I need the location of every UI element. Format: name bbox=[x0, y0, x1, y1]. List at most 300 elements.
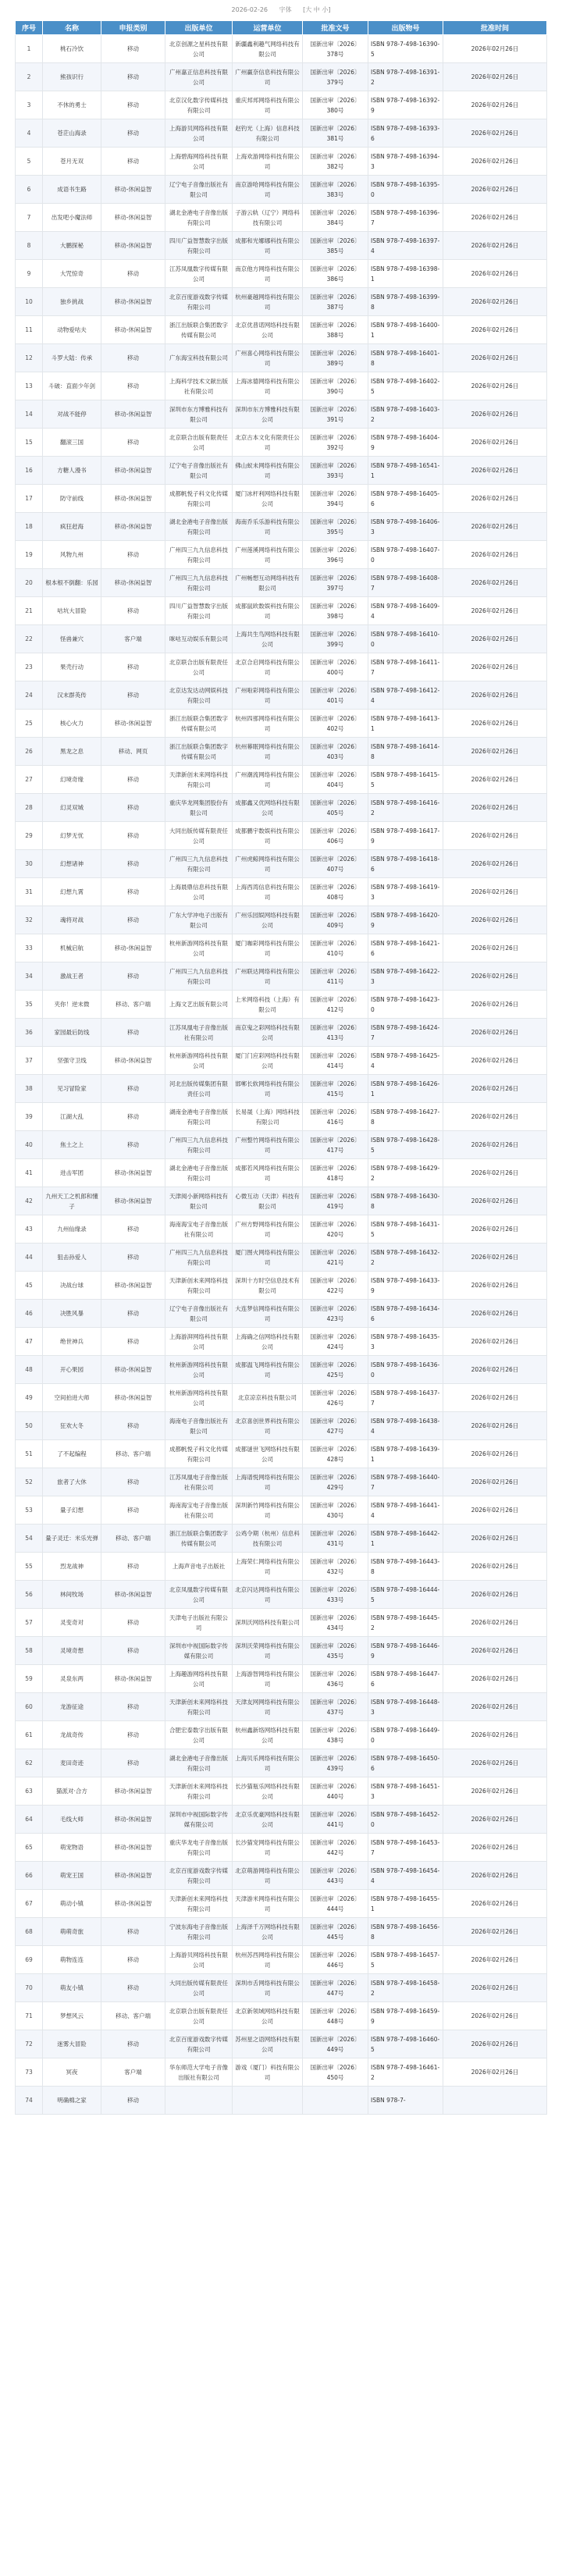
cell-operator: 成都鼠欧数娱科技有限公司 bbox=[233, 597, 303, 625]
cell-publisher: 天津新创未来网络科技有限公司 bbox=[165, 1777, 233, 1806]
cell-seq: 13 bbox=[16, 372, 43, 400]
cell-operator: 成都若风网络科技有限公司 bbox=[233, 1159, 303, 1187]
cell-category: 移动-休闲益智 bbox=[101, 934, 165, 962]
table-row bbox=[16, 1581, 547, 1609]
cell-isbn: ISBN 978-7-498-16425-4 bbox=[368, 1047, 443, 1075]
cell-operator: 广州潮流网络科技有限公司 bbox=[233, 766, 303, 794]
cell-approval-no: 国新出审〔2026〕439号 bbox=[303, 1749, 368, 1777]
cell-operator: 深圳市舌网络科技有限公司 bbox=[233, 1974, 303, 2002]
table-row bbox=[16, 766, 547, 794]
cell-publisher: 湖北金港电子音像出版有限公司 bbox=[165, 1749, 233, 1777]
cell-approval-no: 国新出审〔2026〕417号 bbox=[303, 1131, 368, 1159]
cell-operator: 天津友网网络科技有限公司 bbox=[233, 1693, 303, 1721]
cell-seq: 2 bbox=[16, 63, 43, 91]
table-row bbox=[16, 934, 547, 962]
cell-approval-date: 2026年02月26日 bbox=[443, 63, 547, 91]
cell-isbn: ISBN 978-7-498-16422-3 bbox=[368, 962, 443, 991]
cell-isbn: ISBN 978-7-498-16451-3 bbox=[368, 1777, 443, 1806]
cell-category: 移动 bbox=[101, 63, 165, 91]
cell-name: 决胜风暴 bbox=[43, 1300, 101, 1328]
cell-approval-date: 2026年02月26日 bbox=[443, 204, 547, 232]
cell-approval-no: 国新出审〔2026〕427号 bbox=[303, 1412, 368, 1440]
cell-operator bbox=[233, 2087, 303, 2115]
cell-isbn: ISBN 978-7-498-16418-6 bbox=[368, 850, 443, 878]
cell-isbn: ISBN 978-7-498-16414-8 bbox=[368, 738, 443, 766]
cell-approval-date: 2026年02月26日 bbox=[443, 316, 547, 344]
cell-publisher: 深圳市中视国际数字传媒有限公司 bbox=[165, 1806, 233, 1834]
cell-category: 移动-休闲益智 bbox=[101, 204, 165, 232]
cell-category: 移动 bbox=[101, 119, 165, 148]
cell-name: 狙击孙爱人 bbox=[43, 1244, 101, 1272]
cell-approval-no: 国新出审〔2026〕428号 bbox=[303, 1440, 368, 1468]
cell-name: 汉末群英传 bbox=[43, 681, 101, 710]
cell-name: 风物九州 bbox=[43, 541, 101, 569]
cell-name: 梦想风云 bbox=[43, 2002, 101, 2030]
cell-seq: 67 bbox=[16, 1890, 43, 1918]
table-row bbox=[16, 906, 547, 934]
cell-approval-no: 国新出审〔2026〕415号 bbox=[303, 1075, 368, 1103]
cell-publisher: 河北出版传媒集团有限责任公司 bbox=[165, 1075, 233, 1103]
cell-seq: 55 bbox=[16, 1553, 43, 1581]
cell-approval-date: 2026年02月26日 bbox=[443, 1834, 547, 1862]
cell-publisher: 上海游贝网络科技有限公司 bbox=[165, 1946, 233, 1974]
cell-approval-date: 2026年02月26日 bbox=[443, 625, 547, 653]
cell-name: 了不起编程 bbox=[43, 1440, 101, 1468]
cell-publisher: 浙江出版联合集团数字传媒有限公司 bbox=[165, 316, 233, 344]
cell-publisher: 湖北金港电子音像出版有限公司 bbox=[165, 1159, 233, 1187]
cell-seq: 57 bbox=[16, 1609, 43, 1637]
table-row bbox=[16, 2030, 547, 2058]
cell-approval-no: 国新出审〔2026〕429号 bbox=[303, 1468, 368, 1496]
cell-name: 迷雾大冒险 bbox=[43, 2030, 101, 2058]
cell-isbn: ISBN 978-7-498-16455-1 bbox=[368, 1890, 443, 1918]
table-row bbox=[16, 738, 547, 766]
cell-approval-no: 国新出审〔2026〕405号 bbox=[303, 794, 368, 822]
cell-isbn: ISBN 978-7-498-16405-6 bbox=[368, 485, 443, 513]
table-row bbox=[16, 1272, 547, 1300]
cell-category: 移动-休闲益智 bbox=[101, 1777, 165, 1806]
cell-approval-no: 国新出审〔2026〕387号 bbox=[303, 288, 368, 316]
table-row bbox=[16, 1075, 547, 1103]
cell-category: 移动 bbox=[101, 429, 165, 457]
table-row bbox=[16, 2087, 547, 2115]
cell-seq: 38 bbox=[16, 1075, 43, 1103]
cell-publisher: 重庆华龙网集团股份有限公司 bbox=[165, 794, 233, 822]
cell-approval-date: 2026年02月26日 bbox=[443, 1103, 547, 1131]
table-row bbox=[16, 1244, 547, 1272]
table-row bbox=[16, 1749, 547, 1777]
cell-name: 魂将对战 bbox=[43, 906, 101, 934]
cell-approval-date: 2026年02月26日 bbox=[443, 1328, 547, 1356]
cell-approval-no: 国新出审〔2026〕426号 bbox=[303, 1384, 368, 1412]
table-row bbox=[16, 1187, 547, 1215]
table-row bbox=[16, 372, 547, 400]
table-row bbox=[16, 794, 547, 822]
cell-publisher: 广东海宝科技有限公司 bbox=[165, 344, 233, 372]
cell-seq: 56 bbox=[16, 1581, 43, 1609]
cell-approval-no: 国新出审〔2026〕448号 bbox=[303, 2002, 368, 2030]
cell-isbn: ISBN 978-7- bbox=[368, 2087, 443, 2115]
cell-seq: 33 bbox=[16, 934, 43, 962]
cell-operator: 北京乐优豪网络科技有限公司 bbox=[233, 1806, 303, 1834]
cell-operator: 北京合启网络科技有限公司 bbox=[233, 653, 303, 681]
cell-category: 移动 bbox=[101, 35, 165, 63]
cell-isbn: ISBN 978-7-498-16402-5 bbox=[368, 372, 443, 400]
table-row bbox=[16, 232, 547, 260]
cell-approval-no: 国新出审〔2026〕436号 bbox=[303, 1665, 368, 1693]
cell-name: 萌萌奇旅 bbox=[43, 1918, 101, 1946]
cell-approval-date: 2026年02月26日 bbox=[443, 232, 547, 260]
cell-operator: 北京凉京科技有限公司 bbox=[233, 1384, 303, 1412]
cell-category: 移动 bbox=[101, 1946, 165, 1974]
cell-operator: 上海荣仁网络科技有限公司 bbox=[233, 1553, 303, 1581]
cell-publisher: 杭州新游网络科技有限公司 bbox=[165, 934, 233, 962]
cell-category: 移动 bbox=[101, 962, 165, 991]
cell-approval-date: 2026年02月26日 bbox=[443, 1159, 547, 1187]
cell-approval-no: 国新出审〔2026〕406号 bbox=[303, 822, 368, 850]
cell-approval-no: 国新出审〔2026〕419号 bbox=[303, 1187, 368, 1215]
cell-operator: 广州畅想互动网络科技有限公司 bbox=[233, 569, 303, 597]
table-row bbox=[16, 148, 547, 176]
cell-isbn: ISBN 978-7-498-16409-4 bbox=[368, 597, 443, 625]
cell-approval-no: 国新出审〔2026〕430号 bbox=[303, 1496, 368, 1525]
cell-name: 萌宠物语 bbox=[43, 1834, 101, 1862]
cell-approval-date: 2026年02月26日 bbox=[443, 1918, 547, 1946]
table-row bbox=[16, 1974, 547, 2002]
cell-approval-no: 国新出审〔2026〕394号 bbox=[303, 485, 368, 513]
cell-approval-no: 国新出审〔2026〕399号 bbox=[303, 625, 368, 653]
table-body bbox=[16, 35, 547, 2115]
cell-seq: 54 bbox=[16, 1525, 43, 1553]
cell-operator: 深圳沃荣网络科技有限公司 bbox=[233, 1637, 303, 1665]
cell-seq: 37 bbox=[16, 1047, 43, 1075]
cell-name: 江湖大乱 bbox=[43, 1103, 101, 1131]
cell-category: 移动-休闲益智 bbox=[101, 400, 165, 429]
cell-approval-date: 2026年02月26日 bbox=[443, 850, 547, 878]
cell-name: 大鹏探秘 bbox=[43, 232, 101, 260]
cell-isbn: ISBN 978-7-498-16458-2 bbox=[368, 1974, 443, 2002]
cell-publisher: 四川广益智慧数字出版有限公司 bbox=[165, 597, 233, 625]
cell-approval-date: 2026年02月26日 bbox=[443, 1384, 547, 1412]
table-row bbox=[16, 1946, 547, 1974]
cell-approval-date: 2026年02月26日 bbox=[443, 457, 547, 485]
cell-name: 见习冒险家 bbox=[43, 1075, 101, 1103]
cell-approval-no: 国新出审〔2026〕444号 bbox=[303, 1890, 368, 1918]
cell-isbn: ISBN 978-7-498-16460-5 bbox=[368, 2030, 443, 2058]
cell-isbn: ISBN 978-7-498-16437-7 bbox=[368, 1384, 443, 1412]
cell-operator: 上海贝乐网络科技有限公司 bbox=[233, 1749, 303, 1777]
cell-approval-date: 2026年02月26日 bbox=[443, 2030, 547, 2058]
table-row bbox=[16, 1890, 547, 1918]
cell-operator: 广州莲溪网络科技有限公司 bbox=[233, 541, 303, 569]
cell-name: 绝世神兵 bbox=[43, 1328, 101, 1356]
cell-isbn: ISBN 978-7-498-16421-6 bbox=[368, 934, 443, 962]
cell-operator: 杭州幕眠网络科技有限公司 bbox=[233, 738, 303, 766]
table-row bbox=[16, 569, 547, 597]
cell-category: 客户端 bbox=[101, 625, 165, 653]
cell-approval-no: 国新出审〔2026〕413号 bbox=[303, 1019, 368, 1047]
cell-seq: 26 bbox=[16, 738, 43, 766]
cell-isbn: ISBN 978-7-498-16452-0 bbox=[368, 1806, 443, 1834]
cell-seq: 15 bbox=[16, 429, 43, 457]
cell-name: 桃石冷饮 bbox=[43, 35, 101, 63]
table-row bbox=[16, 1328, 547, 1356]
cell-approval-no: 国新出审〔2026〕412号 bbox=[303, 991, 368, 1019]
col-header-isbn: 出版物号 bbox=[368, 21, 443, 35]
cell-operator: 杭州豪越网络科技有限公司 bbox=[233, 288, 303, 316]
cell-approval-date: 2026年02月26日 bbox=[443, 1946, 547, 1974]
cell-operator: 厦门咖彩网络科技有限公司 bbox=[233, 934, 303, 962]
cell-publisher: 华东师范大学电子音像出版社有限公司 bbox=[165, 2058, 233, 2087]
cell-publisher: 北京达发达动网娱科技有限公司 bbox=[165, 681, 233, 710]
cell-approval-date: 2026年02月26日 bbox=[443, 681, 547, 710]
table-row bbox=[16, 991, 547, 1019]
cell-seq: 35 bbox=[16, 991, 43, 1019]
cell-approval-no: 国新出审〔2026〕400号 bbox=[303, 653, 368, 681]
table-row bbox=[16, 260, 547, 288]
cell-approval-date: 2026年02月26日 bbox=[443, 1609, 547, 1637]
cell-publisher: 辽宁电子音像出版社有限公司 bbox=[165, 1300, 233, 1328]
cell-approval-date: 2026年02月26日 bbox=[443, 738, 547, 766]
cell-approval-date: 2026年02月26日 bbox=[443, 1749, 547, 1777]
cell-operator: 海南乔乐乐游科技有限公司 bbox=[233, 513, 303, 541]
cell-category: 移动-休闲益智 bbox=[101, 485, 165, 513]
cell-approval-no: 国新出审〔2026〕450号 bbox=[303, 2058, 368, 2087]
table-row bbox=[16, 485, 547, 513]
cell-isbn: ISBN 978-7-498-16448-3 bbox=[368, 1693, 443, 1721]
cell-approval-date: 2026年02月26日 bbox=[443, 91, 547, 119]
cell-seq: 46 bbox=[16, 1300, 43, 1328]
cell-isbn: ISBN 978-7-498-16400-1 bbox=[368, 316, 443, 344]
cell-approval-date: 2026年02月26日 bbox=[443, 541, 547, 569]
cell-approval-no: 国新出审〔2026〕414号 bbox=[303, 1047, 368, 1075]
cell-name: 幻梦无忧 bbox=[43, 822, 101, 850]
table-row bbox=[16, 1665, 547, 1693]
cell-publisher: 上海晨鼎信息科技有限公司 bbox=[165, 878, 233, 906]
cell-seq: 11 bbox=[16, 316, 43, 344]
cell-operator: 新疆鑫利趣气网络科技有限公司 bbox=[233, 35, 303, 63]
cell-name: 熊孩识行 bbox=[43, 63, 101, 91]
cell-approval-no: 国新出审〔2026〕435号 bbox=[303, 1637, 368, 1665]
cell-seq: 45 bbox=[16, 1272, 43, 1300]
cell-operator: 深圳沃网络科技有限公司 bbox=[233, 1609, 303, 1637]
cell-category: 移动-休闲益智 bbox=[101, 513, 165, 541]
cell-isbn: ISBN 978-7-498-16432-2 bbox=[368, 1244, 443, 1272]
cell-approval-no: 国新出审〔2026〕402号 bbox=[303, 710, 368, 738]
cell-seq: 25 bbox=[16, 710, 43, 738]
table-row bbox=[16, 457, 547, 485]
cell-approval-no: 国新出审〔2026〕401号 bbox=[303, 681, 368, 710]
cell-name: 斗罗大陆：传承 bbox=[43, 344, 101, 372]
cell-operator: 广州方野网络科技有限公司 bbox=[233, 1215, 303, 1244]
cell-category: 移动 bbox=[101, 653, 165, 681]
cell-isbn: ISBN 978-7-498-16391-2 bbox=[368, 63, 443, 91]
cell-category: 移动 bbox=[101, 1637, 165, 1665]
table-row bbox=[16, 822, 547, 850]
cell-name: 家园最后防线 bbox=[43, 1019, 101, 1047]
cell-operator: 成都鑫又优网络科技有限公司 bbox=[233, 794, 303, 822]
cell-publisher: 浙江出版联合集团数字传媒有限公司 bbox=[165, 1525, 233, 1553]
cell-publisher: 海南海宝电子音像出版社有限公司 bbox=[165, 1496, 233, 1525]
cell-approval-date: 2026年02月26日 bbox=[443, 1553, 547, 1581]
cell-publisher: 辽宁电子音像出版社有限公司 bbox=[165, 457, 233, 485]
cell-publisher: 北京百度游戏数字传媒有限公司 bbox=[165, 2030, 233, 2058]
cell-approval-no: 国新出审〔2026〕388号 bbox=[303, 316, 368, 344]
cell-seq: 51 bbox=[16, 1440, 43, 1468]
cell-seq: 71 bbox=[16, 2002, 43, 2030]
cell-operator: 南京鬼之彩网络科技有限公司 bbox=[233, 1019, 303, 1047]
cell-category: 移动 bbox=[101, 850, 165, 878]
cell-approval-no: 国新出审〔2026〕404号 bbox=[303, 766, 368, 794]
cell-operator: 天津游米网络科技有限公司 bbox=[233, 1890, 303, 1918]
table-row bbox=[16, 1525, 547, 1553]
cell-approval-date: 2026年02月26日 bbox=[443, 710, 547, 738]
table-row bbox=[16, 653, 547, 681]
cell-approval-date: 2026年02月26日 bbox=[443, 1187, 547, 1215]
cell-name: 疯狂赶海 bbox=[43, 513, 101, 541]
table-row bbox=[16, 1384, 547, 1412]
cell-category: 移动 bbox=[101, 597, 165, 625]
cell-name: 猫派对·合方 bbox=[43, 1777, 101, 1806]
cell-isbn: ISBN 978-7-498-16410-0 bbox=[368, 625, 443, 653]
cell-isbn: ISBN 978-7-498-16423-0 bbox=[368, 991, 443, 1019]
cell-name: 激战王者 bbox=[43, 962, 101, 991]
table-row bbox=[16, 288, 547, 316]
cell-name: 根本根不倒翻：乐园 bbox=[43, 569, 101, 597]
cell-name: 幻境奇缘 bbox=[43, 766, 101, 794]
cell-isbn: ISBN 978-7-498-16436-0 bbox=[368, 1356, 443, 1384]
cell-isbn: ISBN 978-7-498-16439-1 bbox=[368, 1440, 443, 1468]
cell-operator: 上海西湾信息科技有限公司 bbox=[233, 878, 303, 906]
cell-name: 烈龙战神 bbox=[43, 1553, 101, 1581]
cell-seq: 21 bbox=[16, 597, 43, 625]
cell-operator: 成都谜世飞网络科技有限公司 bbox=[233, 1440, 303, 1468]
cell-approval-date: 2026年02月26日 bbox=[443, 822, 547, 850]
cell-operator: 重庆邦邦网络科技有限公司 bbox=[233, 91, 303, 119]
table-row bbox=[16, 400, 547, 429]
cell-approval-no: 国新出审〔2026〕397号 bbox=[303, 569, 368, 597]
cell-seq: 22 bbox=[16, 625, 43, 653]
cell-category: 移动 bbox=[101, 1974, 165, 2002]
cell-publisher: 成都帆悦子科文化传媒有限公司 bbox=[165, 485, 233, 513]
table-row bbox=[16, 710, 547, 738]
cell-category: 移动-休闲益智 bbox=[101, 176, 165, 204]
cell-operator: 厦门门应彩网络科技有限公司 bbox=[233, 1047, 303, 1075]
cell-approval-no: 国新出审〔2026〕395号 bbox=[303, 513, 368, 541]
cell-seq: 60 bbox=[16, 1693, 43, 1721]
cell-approval-date: 2026年02月26日 bbox=[443, 513, 547, 541]
cell-category: 移动 bbox=[101, 794, 165, 822]
cell-approval-date bbox=[443, 2087, 547, 2115]
table-row bbox=[16, 1862, 547, 1890]
cell-operator: 南京他方网络科技有限公司 bbox=[233, 260, 303, 288]
cell-seq: 52 bbox=[16, 1468, 43, 1496]
cell-publisher: 广州四三九九信息科技有限公司 bbox=[165, 1131, 233, 1159]
table-row bbox=[16, 1553, 547, 1581]
cell-approval-date: 2026年02月26日 bbox=[443, 1272, 547, 1300]
cell-seq: 18 bbox=[16, 513, 43, 541]
cell-name: 独乡挑战 bbox=[43, 288, 101, 316]
cell-category: 移动、网页 bbox=[101, 738, 165, 766]
cell-approval-no: 国新出审〔2026〕403号 bbox=[303, 738, 368, 766]
cell-approval-no: 国新出审〔2026〕381号 bbox=[303, 119, 368, 148]
cell-operator: 上海共生鸟网络科技有限公司 bbox=[233, 625, 303, 653]
cell-name: 萌宠王国 bbox=[43, 1862, 101, 1890]
cell-operator: 北京古本文化有限责任公司 bbox=[233, 429, 303, 457]
cell-isbn: ISBN 978-7-498-16440-7 bbox=[368, 1468, 443, 1496]
col-header-category: 申报类别 bbox=[101, 21, 165, 35]
table-row bbox=[16, 91, 547, 119]
table-row bbox=[16, 1693, 547, 1721]
cell-seq: 58 bbox=[16, 1637, 43, 1665]
cell-operator: 厦门冰杆利网络科技有限公司 bbox=[233, 485, 303, 513]
cell-seq: 69 bbox=[16, 1946, 43, 1974]
font-size-switch[interactable]: [大 中 小] bbox=[303, 6, 331, 13]
cell-approval-date: 2026年02月26日 bbox=[443, 344, 547, 372]
cell-seq: 29 bbox=[16, 822, 43, 850]
cell-name: 怪兽兼穴 bbox=[43, 625, 101, 653]
table-row bbox=[16, 1918, 547, 1946]
cell-operator: 广州联达网络科技有限公司 bbox=[233, 962, 303, 991]
cell-seq: 23 bbox=[16, 653, 43, 681]
table-row bbox=[16, 1103, 547, 1131]
cell-approval-no: 国新出审〔2026〕437号 bbox=[303, 1693, 368, 1721]
cell-approval-no: 国新出审〔2026〕398号 bbox=[303, 597, 368, 625]
cell-publisher: 北京凤凰数字传媒有限公司 bbox=[165, 1581, 233, 1609]
cell-category: 移动 bbox=[101, 1721, 165, 1749]
cell-name: 旅者了大休 bbox=[43, 1468, 101, 1496]
cell-seq: 4 bbox=[16, 119, 43, 148]
cell-approval-date: 2026年02月26日 bbox=[443, 569, 547, 597]
cell-isbn: ISBN 978-7-498-16453-7 bbox=[368, 1834, 443, 1862]
table-row bbox=[16, 1806, 547, 1834]
cell-isbn: ISBN 978-7-498-16441-4 bbox=[368, 1496, 443, 1525]
cell-category: 移动 bbox=[101, 1328, 165, 1356]
cell-publisher: 上海科学技术文献出版社有限公司 bbox=[165, 372, 233, 400]
cell-category: 移动 bbox=[101, 260, 165, 288]
table-row bbox=[16, 1019, 547, 1047]
cell-operator: 邯郸长软网络科技有限公司 bbox=[233, 1075, 303, 1103]
cell-approval-date: 2026年02月26日 bbox=[443, 119, 547, 148]
cell-seq: 17 bbox=[16, 485, 43, 513]
cell-publisher: 深圳市中视国际数字传媒有限公司 bbox=[165, 1637, 233, 1665]
cell-operator: 北京闪达网络科技有限公司 bbox=[233, 1581, 303, 1609]
cell-category: 移动-休闲益智 bbox=[101, 1834, 165, 1862]
cell-approval-date: 2026年02月26日 bbox=[443, 35, 547, 63]
cell-approval-no: 国新出审〔2026〕424号 bbox=[303, 1328, 368, 1356]
cell-approval-date: 2026年02月26日 bbox=[443, 1215, 547, 1244]
cell-publisher: 广州四三九九信息科技有限公司 bbox=[165, 850, 233, 878]
cell-category: 移动 bbox=[101, 1918, 165, 1946]
cell-approval-date: 2026年02月26日 bbox=[443, 906, 547, 934]
cell-approval-date: 2026年02月26日 bbox=[443, 260, 547, 288]
cell-seq: 48 bbox=[16, 1356, 43, 1384]
table-row bbox=[16, 1159, 547, 1187]
cell-seq: 47 bbox=[16, 1328, 43, 1356]
cell-category: 移动 bbox=[101, 2087, 165, 2115]
cell-publisher: 北京百度游戏数字传媒有限公司 bbox=[165, 288, 233, 316]
cell-approval-date: 2026年02月26日 bbox=[443, 766, 547, 794]
cell-publisher: 深圳市东方博雅科技有限公司 bbox=[165, 400, 233, 429]
table-row bbox=[16, 541, 547, 569]
cell-approval-no: 国新出审〔2026〕396号 bbox=[303, 541, 368, 569]
cell-category: 移动-休闲益智 bbox=[101, 316, 165, 344]
cell-seq: 32 bbox=[16, 906, 43, 934]
cell-publisher: 天津阅小新网络科技有限公司 bbox=[165, 1187, 233, 1215]
cell-name: 空间拍进大师 bbox=[43, 1384, 101, 1412]
cell-seq: 74 bbox=[16, 2087, 43, 2115]
table-row bbox=[16, 1496, 547, 1525]
